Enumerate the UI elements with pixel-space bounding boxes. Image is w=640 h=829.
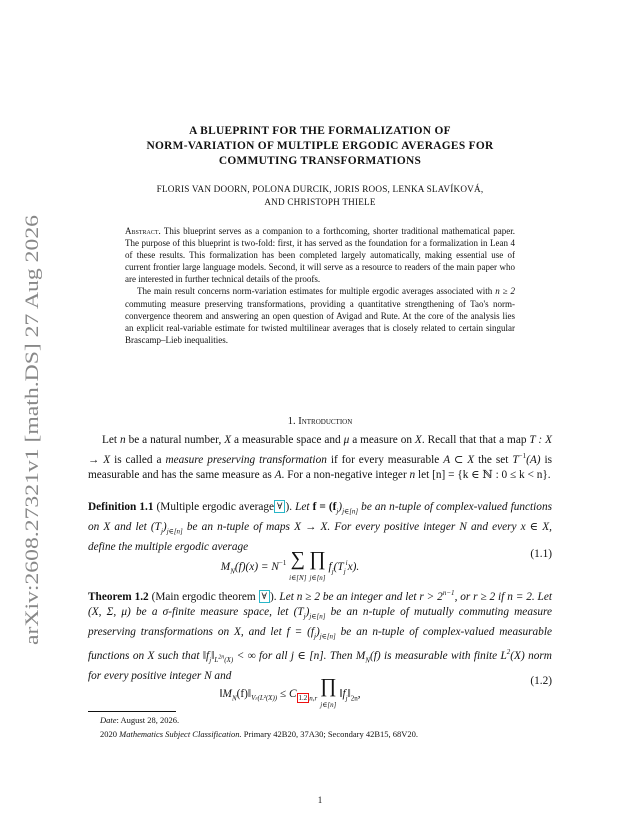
page-number: 1 <box>317 795 323 805</box>
math-sub: n,r <box>309 694 318 703</box>
math: (f)‖ <box>236 688 252 700</box>
text: Let <box>292 501 313 513</box>
authors-line: FLORIS VAN DOORN, POLONA DURCIK, JORIS ROOS, LENKA SLAVÍKOVÁ, <box>156 184 484 194</box>
math-sub: j <box>343 567 346 576</box>
math: f <box>328 561 332 573</box>
product-operator <box>320 675 336 710</box>
math-sub: j <box>160 527 163 536</box>
text: Let <box>102 434 120 446</box>
product-symbol: ∏ <box>320 675 337 697</box>
math-sub-text: V <box>251 694 256 703</box>
math: ‖f <box>339 688 346 700</box>
footnote-date <box>88 714 548 727</box>
text: (f) is measurable with finite L <box>369 649 507 662</box>
math-inline: (A) <box>526 453 541 466</box>
math: ≤ C <box>277 688 297 700</box>
equation-1-1 <box>88 548 552 582</box>
text: a measurable space and <box>231 434 344 446</box>
math-sub: j∈[n] <box>309 612 326 621</box>
title-line: A BLUEPRINT FOR THE FORMALIZATION OF <box>189 125 451 137</box>
math: x). <box>347 561 360 573</box>
text: ) <box>315 626 320 639</box>
math-inline: n ≥ 2 <box>495 286 515 297</box>
text: ‖ <box>211 649 215 662</box>
definition-paragraph <box>88 500 552 555</box>
theorem-label: Theorem 1.2 <box>88 590 149 603</box>
equation-body <box>88 675 492 710</box>
date-value: : August 28, 2026. <box>116 715 180 725</box>
constant-ref-link[interactable]: 1.2 <box>298 694 308 702</box>
abstract <box>125 225 515 346</box>
lean-link-icon[interactable]: ∀ <box>259 590 270 603</box>
text: Let n ≥ 2 be an integer and let r > 2 <box>276 590 443 603</box>
math-sub: j <box>345 694 348 703</box>
theorem-block <box>88 586 552 684</box>
definition-block <box>88 500 552 555</box>
theorem-text <box>88 591 552 682</box>
text: ) <box>305 606 310 619</box>
section-heading <box>95 416 545 427</box>
math-sub: N <box>230 567 235 576</box>
equation-body <box>88 548 492 583</box>
math-sub: j∈[n] <box>309 574 326 582</box>
sum-symbol: ∑ <box>290 548 305 570</box>
math-inline: X <box>414 434 422 446</box>
math-sub: j∈[n] <box>320 701 337 709</box>
math-inline: n <box>119 434 126 446</box>
math-sub-text: (X) <box>224 656 234 665</box>
arxiv-stamp-text: arXiv:2608.27321v1 [math.DS] 27 Aug 2026 <box>22 299 43 645</box>
math-sub <box>251 694 277 702</box>
math-sup: 2n <box>218 654 225 661</box>
text: let [n] = {k ∈ ℕ : 0 ≤ k < n}. <box>415 468 551 481</box>
lean-link-icon[interactable]: ∀ <box>274 500 285 513</box>
equation-1-2 <box>88 675 552 707</box>
text: be a natural number, <box>125 434 225 446</box>
math-sub: j∈[n] <box>319 632 336 641</box>
math-inline: T <box>512 453 519 466</box>
equation-number: (1.1) <box>530 548 552 560</box>
math: , <box>357 688 361 700</box>
text: be an n-tuple of complex-valued functions on X and let (T <box>88 501 552 533</box>
title-line: COMMUTING TRANSFORMATIONS <box>218 155 422 167</box>
abstract-text: The main result concerns norm-variation estimates for multiple ergodic averages associated with <box>137 286 496 297</box>
math-inline: X <box>224 434 232 446</box>
text: ). <box>269 590 277 603</box>
text: if for every measurable <box>326 453 444 466</box>
section-title: 1. Introduction <box>287 416 353 427</box>
math-inline: T : X → X <box>88 434 552 466</box>
product-symbol: ∏ <box>309 548 326 570</box>
math-sup: −1 <box>518 451 527 460</box>
math-sub: j∈[n] <box>166 527 183 536</box>
text: < ∞ for all j ∈ [n]. Then M <box>233 649 366 662</box>
msc-label: Mathematics Subject Classification. <box>119 729 242 739</box>
math: (T <box>333 561 344 573</box>
text: ) <box>162 520 167 533</box>
math-sub-text: L <box>214 656 219 665</box>
text: , or r ≥ 2 if n = 2. Let (X, Σ, μ) be a σ-finite measure space, let (T <box>88 590 552 619</box>
math: ‖M <box>219 688 232 700</box>
math-sub: N <box>231 694 237 703</box>
text: . Recall that that a map <box>421 434 530 446</box>
arxiv-stamp <box>8 210 52 650</box>
date-label: Date <box>100 715 117 725</box>
math-inline: f = (f <box>312 501 337 513</box>
theorem-paragraph <box>88 586 552 684</box>
definition-name: (Multiple ergodic average <box>156 501 275 513</box>
arxiv-stamp-svg <box>8 210 52 650</box>
intro-paragraph <box>88 433 552 484</box>
theorem-name: (Main ergodic theorem <box>151 590 256 603</box>
math-sub-text: (L²(X)) <box>257 694 278 703</box>
title-line: NORM-VARIATION OF MULTIPLE ERGODIC AVERAGES FOR <box>146 140 494 152</box>
definition-label: Definition 1.1 <box>88 501 154 513</box>
math-sup: n−1 <box>442 589 455 597</box>
abstract-text: commuting measure preserving transformations, providing a quantitative strengthening of Tao's norm-convergence theorem and answering an open question of Avigad and Rute. At the core of the analysis lies an explicit real-variable estimate for twisted multilinear averages that is closely related to certain singular Brascamp–Lieb inequalities. <box>125 298 515 345</box>
abstract-paragraph-2 <box>125 285 515 345</box>
text: be an n-tuple of mutually commuting measure preserving transformations on X, and let f = (f <box>88 606 552 639</box>
msc-year: 2020 <box>100 729 120 739</box>
text: a measure on <box>349 434 415 446</box>
authors-line: AND CHRISTOPH THIELE <box>264 197 376 207</box>
authors <box>95 183 545 209</box>
text: ). <box>285 501 293 513</box>
footnote-msc <box>88 728 548 741</box>
math-inline: n <box>409 468 416 481</box>
text: is measurable and has the same measure as <box>88 453 552 481</box>
text: be an n-tuple of maps X → X. For every positive integer N and every x ∈ X, define the multiple ergodic average <box>88 520 552 553</box>
sum-operator <box>289 548 306 583</box>
math-sub: j∈[n] <box>342 507 359 516</box>
math-sup: i <box>345 559 348 568</box>
text: (X) norm for every positive integer N and <box>88 649 552 682</box>
math-inline: A <box>274 468 282 481</box>
math: (f)(x) = N <box>234 561 279 573</box>
math-inline: μ <box>343 434 350 446</box>
text: the set <box>474 453 513 466</box>
footnote-rule <box>88 711 176 712</box>
math-sub: 2n <box>350 694 358 703</box>
paragraph <box>88 433 552 484</box>
abstract-paragraph-1 <box>125 225 515 285</box>
abstract-label: Abstract. <box>125 226 161 236</box>
equation-number: (1.2) <box>530 675 552 687</box>
product-operator <box>309 548 325 583</box>
math-sub: j <box>209 656 212 665</box>
math-sub: j <box>336 507 339 516</box>
math-sup: 2 <box>506 648 511 657</box>
math-sub: j <box>313 632 316 641</box>
text: be an n-tuple of complex-valued measurable functions on X such that ‖f <box>88 626 552 662</box>
paper-title <box>95 124 545 169</box>
msc-codes: Primary 42B20, 37A30; Secondary 42B15, 68V20. <box>241 729 419 739</box>
math-inline: A ⊂ X <box>443 453 475 466</box>
math-sub: i∈[N] <box>289 574 307 582</box>
math-sub: j <box>331 567 334 576</box>
emphasis: measure preserving transformation <box>165 453 327 466</box>
math-sub-text: r <box>255 696 258 703</box>
math-sub: N <box>365 656 370 665</box>
text: . For a non-negative integer <box>281 468 410 481</box>
math-sup: −1 <box>278 559 287 568</box>
abstract-text: This blueprint serves as a companion to a forthcoming, shorter traditional mathematical paper. The purpose of this blueprint is two-fold: first, it has served as the foundation for a formalization in Lean 4 of these results. This formalization has been completed largely automatically, making essential use of current frontier large language models. Second, it will serve as a resource to readers of the main paper who are interested in further technical details of the proofs. <box>125 226 515 285</box>
text: ) <box>338 501 343 513</box>
math-sub: j <box>303 612 306 621</box>
math: M <box>220 561 231 573</box>
math-sub <box>214 656 233 664</box>
math: ‖ <box>347 688 351 700</box>
text: is called a <box>110 453 166 466</box>
